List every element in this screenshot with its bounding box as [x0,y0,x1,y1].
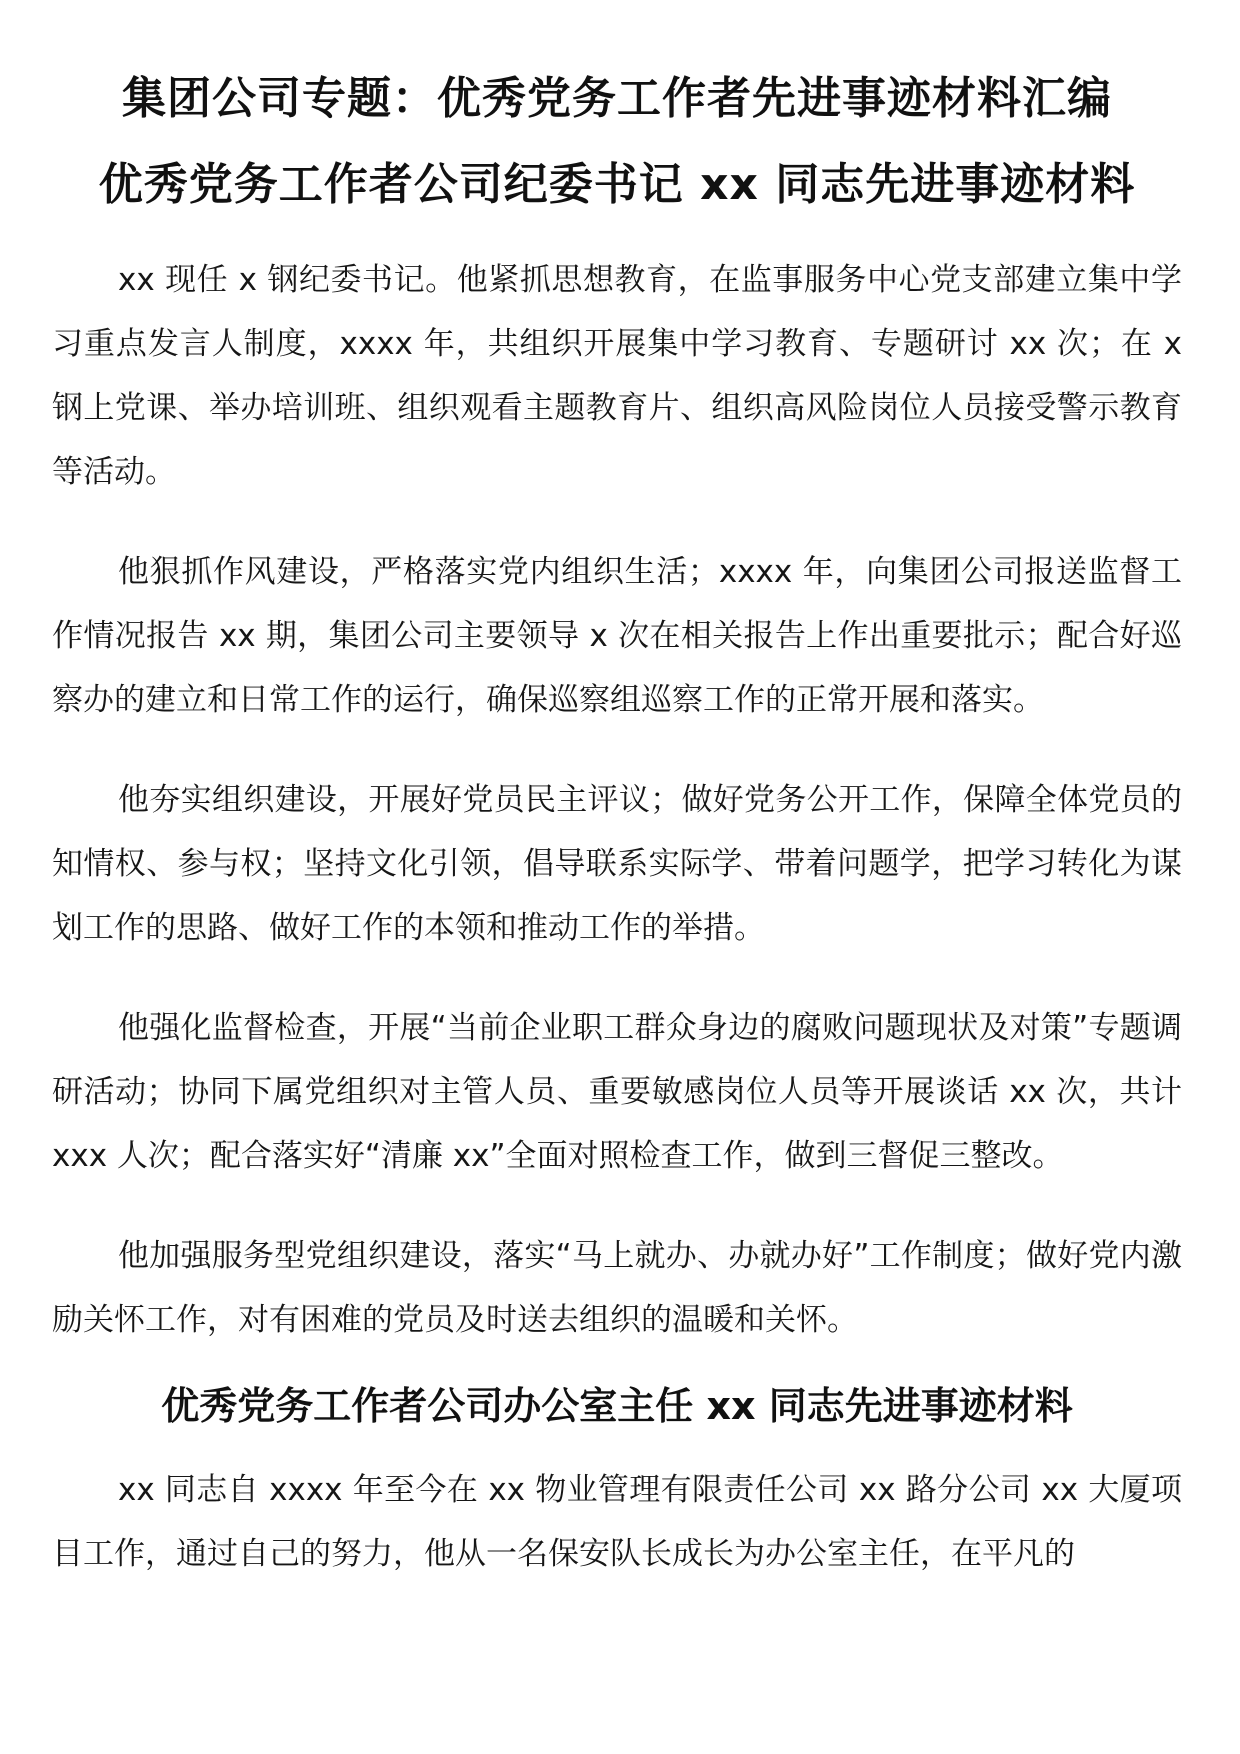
section-1-paragraph-3: 他夯实组织建设，开展好党员民主评议；做好党务公开工作，保障全体党员的知情权、参与权；坚持文化引领，倡导联系实际学、带着问题学，把学习转化为谋划工作的思路、做好工作的本领和推动工作的举措。 [52,782,1182,946]
section-2-paragraph-1: xx 同志自 xxxx 年至今在 xx 物业管理有限责任公司 xx 路分公司 xx 大厦项目工作，通过自己的努力，他从一名保安队长成长为办公室主任，在平凡的 [52,1472,1182,1572]
section-1-paragraph-2: 他狠抓作风建设，严格落实党内组织生活；xxxx 年，向集团公司报送监督工作情况报告 xx 期，集团公司主要领导 x 次在相关报告上作出重要批示；配合好巡察办的建立和日常工作的运行，确保巡察组巡察工作的正常开展和落实。 [52,554,1182,718]
section-2-title: 优秀党务工作者公司办公室主任 xx 同志先进事迹材料 [161,1384,1073,1428]
document-main-title: 集团公司专题：优秀党务工作者先进事迹材料汇编 [122,73,1112,124]
section-1-paragraph-4: 他强化监督检查，开展“当前企业职工群众身边的腐败问题现状及对策”专题调研活动；协同下属党组织对主管人员、重要敏感岗位人员等开展谈话 xx 次，共计 xxx 人次；配合落实好“清廉 xx”全面对照检查工作，做到三督促三整改。 [52,1010,1182,1174]
section-1-paragraph-5: 他加强服务型党组织建设，落实“马上就办、办就办好”工作制度；做好党内激励关怀工作，对有困难的党员及时送去组织的温暖和关怀。 [52,1238,1182,1338]
section-1-paragraph-1: xx 现任 x 钢纪委书记。他紧抓思想教育，在监事服务中心党支部建立集中学习重点发言人制度，xxxx 年，共组织开展集中学习教育、专题研讨 xx 次；在 x 钢上党课、举办培训班、组织观看主题教育片、组织高风险岗位人员接受警示教育等活动。 [52,262,1182,490]
section-1-title: 优秀党务工作者公司纪委书记 xx 同志先进事迹材料 [98,159,1136,210]
section-1 [52,142,1182,1352]
section-2 [52,1376,1182,1586]
